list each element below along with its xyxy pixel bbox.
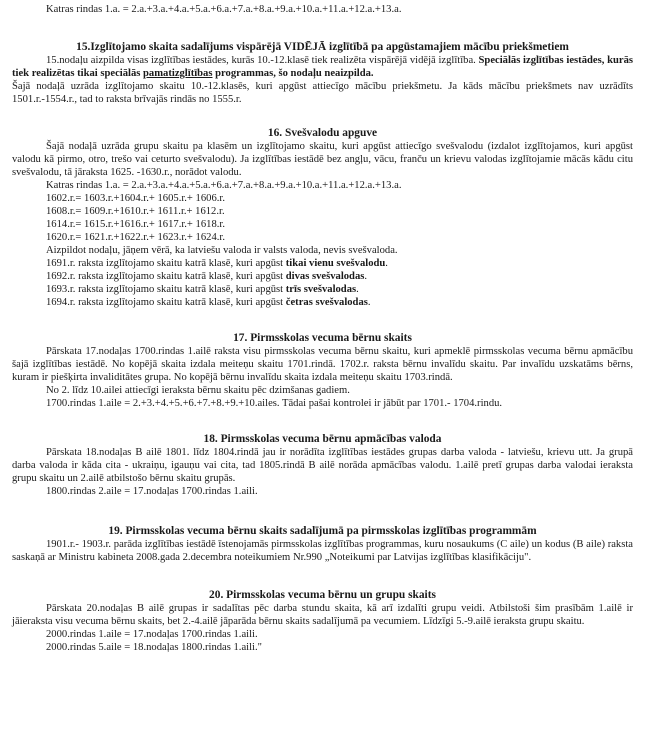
section-20-line: 2000.rindas 5.aile = 18.nodaļas 1800.rindas 1.aili." <box>46 642 262 653</box>
section-20-paragraph-1: Pārskata 20.nodaļas B ailē grupas ir sadalītas pēc darba stundu skaita, kā arī izdalīti grupu veidi. Atbilstoši šim prasībām 1.ailē ir jāieraksta visu vecuma bērnu skaits, bet 2.-4.ailē jāparāda bērnu skaits sadalījumā pa vecumiem. Līdzīgi 5.-9.ailē ieraksta grupu skaitu. <box>12 603 633 627</box>
section-20-line: 2000.rindas 1.aile = 17.nodaļas 1700.rindas 1.aili. <box>46 629 258 640</box>
formula-line: 1602.r.= 1603.r.+1604.r.+ 1605.r.+ 1606.r. <box>46 193 225 204</box>
section-17-paragraph-2: No 2. līdz 10.ailei attiecīgi ieraksta bērnu skaitu pēc dzimšanas gadiem. <box>46 385 350 396</box>
section-16-note: Aizpildot nodaļu, jāņem vērā, ka latviešu valoda ir valsts valoda, nevis svešvaloda. <box>46 245 398 256</box>
formula-line: 1608.r.= 1609.r.+1610.r.+ 1611.r.+ 1612.r. <box>46 206 225 217</box>
section-20-title: 20. Pirmsskolas vecuma bērnu un grupu skaits <box>209 589 436 601</box>
formula-line: Katras rindas 1.a. = 2.a.+3.a.+4.a.+5.a.+6.a.+7.a.+8.a.+9.a.+10.a.+11.a.+12.a.+13.a. <box>46 4 402 15</box>
section-18-paragraph-2: 1800.rindas 2.aile = 17.nodaļas 1700.rindas 1.aili. <box>46 486 258 497</box>
section-15-paragraph-2: Šajā nodaļā uzrāda izglītojamo skaitu 10.-12.klasēs, kuri apgūst attiecīgo mācību priekšmetu. Ja kāds mācību priekšmets nav uzrādīts 1501.r.-1554.r., tad to raksta brīvajās rindās no 1555.r. <box>12 81 633 105</box>
section-17-paragraph-1: Pārskata 17.nodaļas 1700.rindas 1.ailē raksta visu pirmsskolas vecuma bērnu skaitu, kuri apmeklē pirmsskolas vecuma bērnu apmācību šajā izglītības iestādē. No kopējā skaita izdala meiteņu skaitu 1701.rindā. 1702.r. raksta bērnu invalīdu skaitu. Par invalīdu uzskatāms bērns, kuram ir piešķirta invaliditātes grupa. No kopējā bērnu invalīdu skaita izdala meiteņu skaitu 1703.rindā. <box>12 346 633 383</box>
formula-line: 1614.r.= 1615.r.+1616.r.+ 1617.r.+ 1618.r. <box>46 219 225 230</box>
section-17-paragraph-3: 1700.rindas 1.aile = 2.+3.+4.+5.+6.+7.+8.+9.+10.ailes. Tādai pašai kontrolei ir jābūt par 1701.- 1704.rindu. <box>46 398 503 409</box>
section-18-paragraph-1: Pārskata 18.nodaļas B ailē 1801. līdz 1804.rindā jau ir norādīta izglītības iestādes grupas darba valoda - latviešu, krievu utt. Ja grupā darba valoda ir kāda cita - ukraiņu, igauņu vai cita, tad 1805.rindā B ailē norāda apmācības valodu. 1.ailē pretī grupas darba valodai ieraksta grupu skaitu un 2.ailē atbilstošo bērnu skaitu grupās. <box>12 447 633 484</box>
section-15-paragraph-1: 15.nodaļu aizpilda visas izglītības iestādes, kurās 10.-12.klasē tiek realizēta vispārējā vidējā izglītība. Speciālās izglītības iestādes, kurās tiek realizētas tikai speciālās pamatizglītības programmas, šo nodaļu neaizpilda. <box>12 55 633 79</box>
section-19-paragraph-1: 1901.r.- 1903.r. parāda izglītības iestādē īstenojamās pirmsskolas izglītības programmas, kuru nosaukums (C aile) un kodus (B aile) raksta saskaņā ar Ministru kabineta 2008.gada 2.decembra noteikumiem Nr.990 „Noteikumi par Latvijas izglītības klasifikāciju". <box>12 539 633 563</box>
language-row: 1691.r. raksta izglītojamo skaitu katrā klasē, kuri apgūst tikai vienu svešvalodu. <box>46 258 388 269</box>
section-15-title: 15.Izglītojamo skaita sadalījums vispārējā VIDĒJĀ izglītībā pa apgūstamajiem mācību priekšmetiem <box>76 41 569 53</box>
section-16-paragraph-1: Šajā nodaļā uzrāda grupu skaitu pa klasēm un izglītojamo skaitu, kuri apgūst attiecīgo svešvalodu (izdalot izglītojamos, kuri apgūst valodu kā pirmo, otro, trešo vai ceturto svešvalodu). Ja izglītības iestādē bez angļu, vācu, franču un krievu valodas izglītojamie mācās kādu citu svešvalodu, tā jāraksta 1625. -1630.r., norādot valodu. <box>12 141 633 178</box>
language-row: 1693.r. raksta izglītojamo skaitu katrā klasē, kuri apgūst trīs svešvalodas. <box>46 284 359 295</box>
section-16-title: 16. Svešvalodu apguve <box>267 127 378 139</box>
language-row: 1692.r. raksta izglītojamo skaitu katrā klasē, kuri apgūst divas svešvalodas. <box>46 271 368 282</box>
section-17-title: 17. Pirmsskolas vecuma bērnu skaits <box>233 332 412 344</box>
formula-line: 1620.r.= 1621.r.+1622.r.+ 1623.r.+ 1624.r. <box>46 232 225 243</box>
section-19-title: 19. Pirmsskolas vecuma bērnu skaits sadalījumā pa pirmsskolas izglītības programmām <box>108 525 537 537</box>
formula-line: Katras rindas 1.a. = 2.a.+3.a.+4.a.+5.a.+6.a.+7.a.+8.a.+9.a.+10.a.+11.a.+12.a.+13.a. <box>46 180 402 191</box>
section-18-title: 18. Pirmsskolas vecuma bērnu apmācības valoda <box>203 433 442 445</box>
language-row: 1694.r. raksta izglītojamo skaitu katrā klasē, kuri apgūst četras svešvalodas. <box>46 297 371 308</box>
